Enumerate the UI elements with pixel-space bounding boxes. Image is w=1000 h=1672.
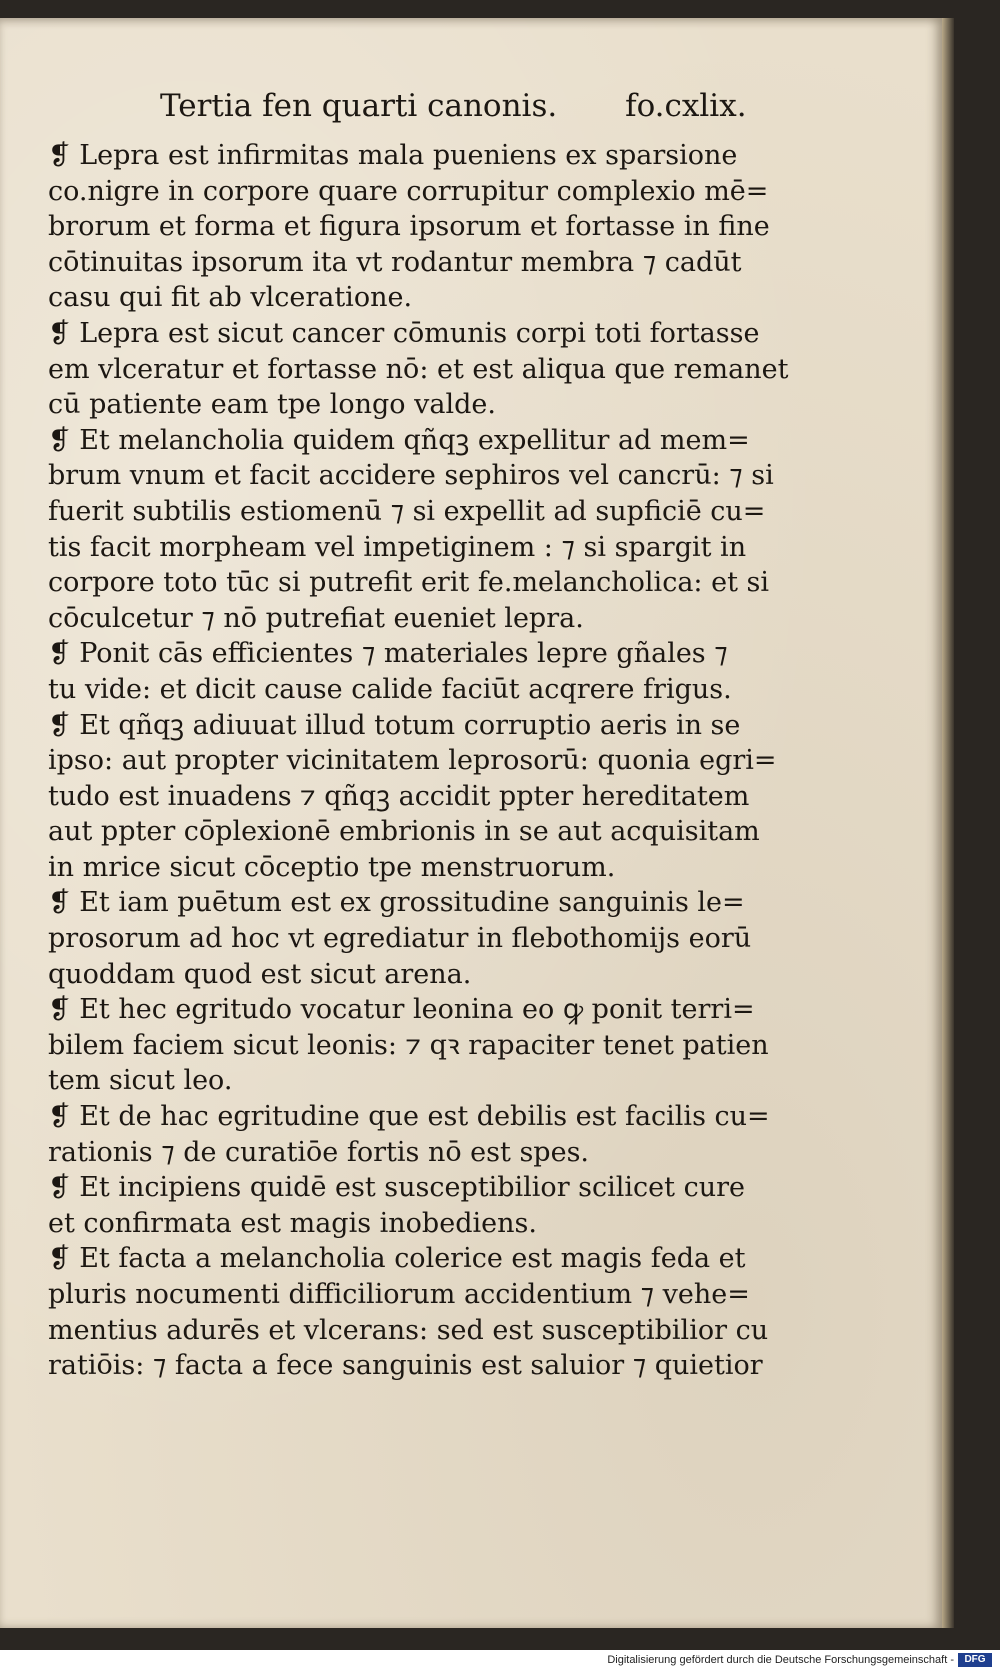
text-line: ❡ Et melancholia quidem qñqꝫ expellitur ad mem= — [48, 424, 750, 456]
text-line: quoddam quod est sicut arena. — [48, 958, 472, 990]
text-line: pluris nocumenti difficiliorum accidentium ⁊ vehe= — [48, 1279, 750, 1310]
text-line: ❡ Et facta a melancholia colerice est magis feda et — [48, 1243, 746, 1275]
text-line: brum vnum et facit accidere sephiros vel cancrū: ⁊ si — [48, 460, 774, 492]
text-line: bilem faciem sicut leonis: ⁊ qꝛ rapaciter tenet patien — [48, 1029, 769, 1061]
text-line: in mrice sicut cōceptio tpe menstruorum. — [48, 851, 616, 883]
text-line: casu qui fit ab vlceratione. — [48, 282, 413, 314]
text-line: et confirmata est magis inobediens. — [48, 1207, 537, 1239]
running-title: Tertia fen quarti canonis. — [160, 88, 558, 124]
page-edge — [942, 18, 954, 1628]
text-line: tem sicut leo. — [48, 1065, 233, 1097]
text-line: rationis ⁊ de curatiōe fortis nō est spes. — [48, 1136, 590, 1168]
text-line: ❡ Ponit cās efficientes ⁊ materiales lepre gñales ⁊ — [48, 638, 728, 670]
text-line: ipso: aut propter vicinitatem leprosorū: quonia egri= — [48, 745, 777, 777]
text-line: ❡ Lepra est infirmitas mala pueniens ex sparsione — [48, 140, 738, 171]
text-block — [48, 138, 808, 1384]
dfg-logo: DFG — [958, 1653, 992, 1667]
funding-notice: Digitalisierung gefördert durch die Deutsche Forschungsgemeinschaft - — [607, 1654, 954, 1666]
text-line: ❡ Et qñqꝫ adiuuat illud totum corruptio aeris in se — [48, 709, 741, 741]
running-header — [160, 88, 780, 124]
text-line: cōculcetur ⁊ nō putrefiat eueniet lepra. — [48, 602, 584, 634]
text-line: ❡ Et iam puētum est ex grossitudine sanguinis le= — [48, 887, 745, 919]
text-line: fuerit subtilis estiomenū ⁊ si expellit ad supficiē cu= — [48, 495, 766, 527]
text-line: brorum et forma et figura ipsorum et fortasse in fine — [48, 211, 770, 243]
text-line: tis facit morpheam vel impetiginem : ⁊ si spargit in — [48, 531, 747, 563]
footer-bar — [0, 1650, 1000, 1672]
text-line: mentius adurēs et vlcerans: sed est susceptibilior cu — [48, 1314, 769, 1346]
text-line: cōtinuitas ipsorum ita vt rodantur membra ⁊ cadūt — [48, 246, 742, 278]
text-line: tu vide: et dicit cause calide faciūt acqrere frigus. — [48, 673, 732, 705]
text-line: tudo est inuadens ⁊ qñqꝫ accidit ppter hereditatem — [48, 780, 750, 812]
folio-number: fo.cxlix. — [625, 88, 747, 124]
text-line: ❡ Et de hac egritudine que est debilis est facilis cu= — [48, 1101, 770, 1133]
text-line: ratiōis: ⁊ facta a fece sanguinis est saluior ⁊ quietior — [48, 1350, 763, 1382]
text-line: ❡ Et incipiens quidē est susceptibilior scilicet cure — [48, 1172, 745, 1204]
text-line: co.nigre in corpore quare corrupitur complexio mē= — [48, 175, 769, 207]
text-line: aut ppter cōplexionē embrionis in se aut acquisitam — [48, 816, 760, 848]
text-line: ❡ Lepra est sicut cancer cōmunis corpi toti fortasse — [48, 317, 760, 349]
text-line: cū patiente eam tpe longo valde. — [48, 389, 496, 421]
text-line: corpore toto tūc si putrefit erit fe.melancholica: et si — [48, 567, 769, 599]
text-line: prosorum ad hoc vt egrediatur in flebothomijs eorū — [48, 923, 752, 955]
text-line: ❡ Et hec egritudo vocatur leonina eo ꝙ ponit terri= — [48, 994, 755, 1026]
text-line: em vlceratur et fortasse nō: et est aliqua que remanet — [48, 353, 789, 385]
